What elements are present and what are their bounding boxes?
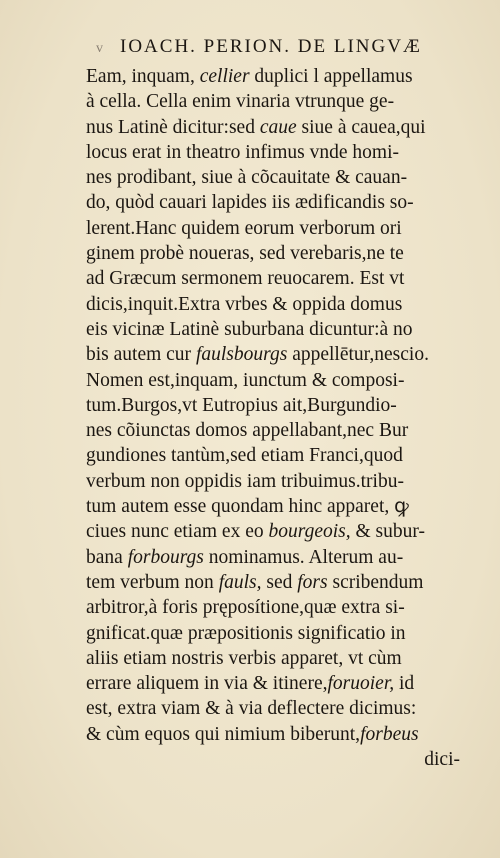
italic-term: fors — [297, 571, 328, 593]
text-segment: nominamus. Alterum au- — [203, 546, 404, 568]
text-line — [86, 545, 460, 570]
italic-term: cellier — [199, 66, 250, 87]
text-segment: errare aliquem in via & itinere, — [86, 673, 328, 695]
text-segment: arbitror,à foris pręposítione,quæ extra si- — [86, 597, 405, 619]
text-line — [86, 266, 460, 291]
text-segment: nus Latinè dicitur:sed — [86, 116, 260, 138]
text-line — [86, 368, 460, 393]
text-line — [86, 696, 460, 721]
text-line — [86, 671, 460, 696]
text-line — [86, 393, 460, 418]
text-segment: tum.Burgos,vt Eutropius ait,Burgundio- — [86, 394, 397, 416]
text-segment: siue à cauea,qui — [296, 116, 426, 138]
italic-term: forbourgs — [127, 546, 204, 568]
text-line — [86, 317, 460, 342]
text-segment: & cùm equos qui nimium biberunt, — [86, 723, 361, 745]
text-line — [86, 722, 460, 747]
text-line — [86, 747, 460, 772]
text-line — [86, 140, 460, 165]
italic-term: fauls, — [218, 571, 262, 593]
text-line — [86, 292, 460, 317]
text-segment: tum autem esse quondam hinc apparet, ꝙ — [86, 496, 409, 518]
text-segment: ginem probè noueras, sed verebaris,ne te — [86, 243, 404, 265]
running-title: IOACH. PERION. DE LINGVÆ — [120, 36, 422, 57]
text-segment: sed — [261, 571, 298, 593]
text-segment: eis vicinæ Latinè suburbana dicuntur:à no — [86, 318, 413, 340]
text-line — [86, 190, 460, 215]
text-segment: ciues nunc etiam ex eo — [86, 521, 269, 543]
text-segment: Nomen est,inquam, iunctum & composi- — [86, 369, 405, 391]
italic-term: faulsbourgs — [195, 344, 288, 366]
text-segment: est, extra viam & à via deflectere dicimus: — [86, 698, 417, 720]
text-line — [86, 418, 460, 443]
text-segment: à cella. Cella enim vinaria vtrunque ge- — [86, 91, 395, 113]
text-segment: verbum non oppidis iam tribuimus.tribu- — [86, 470, 404, 492]
italic-term: forbeus — [360, 723, 419, 745]
running-header — [96, 36, 422, 58]
text-line — [86, 342, 460, 367]
text-segment: Eam, inquam, — [86, 66, 200, 87]
text-segment: gnificat.quæ præpositionis significatio in — [86, 622, 406, 644]
text-line — [86, 621, 460, 646]
text-line — [86, 469, 460, 494]
text-segment: bis autem cur — [86, 344, 196, 366]
page-mark: v — [96, 41, 105, 56]
text-segment: locus erat in theatro infimus vnde homi- — [86, 141, 400, 163]
text-line — [86, 646, 460, 671]
text-segment: id — [394, 673, 415, 695]
text-segment: dicis,inquit.Extra vrbes & oppida domus — [86, 293, 403, 315]
italic-term: foruoier, — [327, 673, 395, 695]
text-line — [86, 494, 460, 519]
text-segment: do, quòd cauari lapides iis ædificandis so- — [86, 192, 414, 214]
text-segment: aliis etiam nostris verbis apparet, vt cùm — [86, 647, 402, 669]
italic-term: caue — [259, 116, 297, 138]
text-line — [86, 64, 460, 89]
text-line — [86, 115, 460, 140]
text-segment: & subur- — [350, 521, 425, 543]
text-segment: appellētur,nescio. — [287, 344, 429, 366]
text-segment: ad Græcum sermonem reuocarem. Est vt — [86, 268, 405, 290]
text-segment: scribendum — [327, 571, 424, 593]
text-line — [86, 165, 460, 190]
text-line — [86, 519, 460, 544]
text-segment: tem verbum non — [86, 571, 219, 593]
italic-term: bourgeois, — [268, 521, 351, 543]
text-line — [86, 89, 460, 114]
text-segment: lerent.Hanc quidem eorum verborum ori — [86, 217, 402, 239]
text-line — [86, 216, 460, 241]
text-line — [86, 570, 460, 595]
text-line — [86, 443, 460, 468]
text-segment: dici- — [424, 749, 460, 771]
text-segment: bana — [86, 546, 128, 568]
text-line — [86, 595, 460, 620]
text-segment: nes cõiunctas domos appellabant,nec Bur — [86, 420, 409, 442]
text-body — [86, 64, 460, 772]
text-segment: gundiones tantùm,sed etiam Franci,quod — [86, 445, 403, 467]
text-line — [86, 241, 460, 266]
text-segment: duplici l appellamus — [249, 66, 413, 87]
text-segment: nes prodibant, siue à cõcauitate & cauan- — [86, 167, 408, 189]
